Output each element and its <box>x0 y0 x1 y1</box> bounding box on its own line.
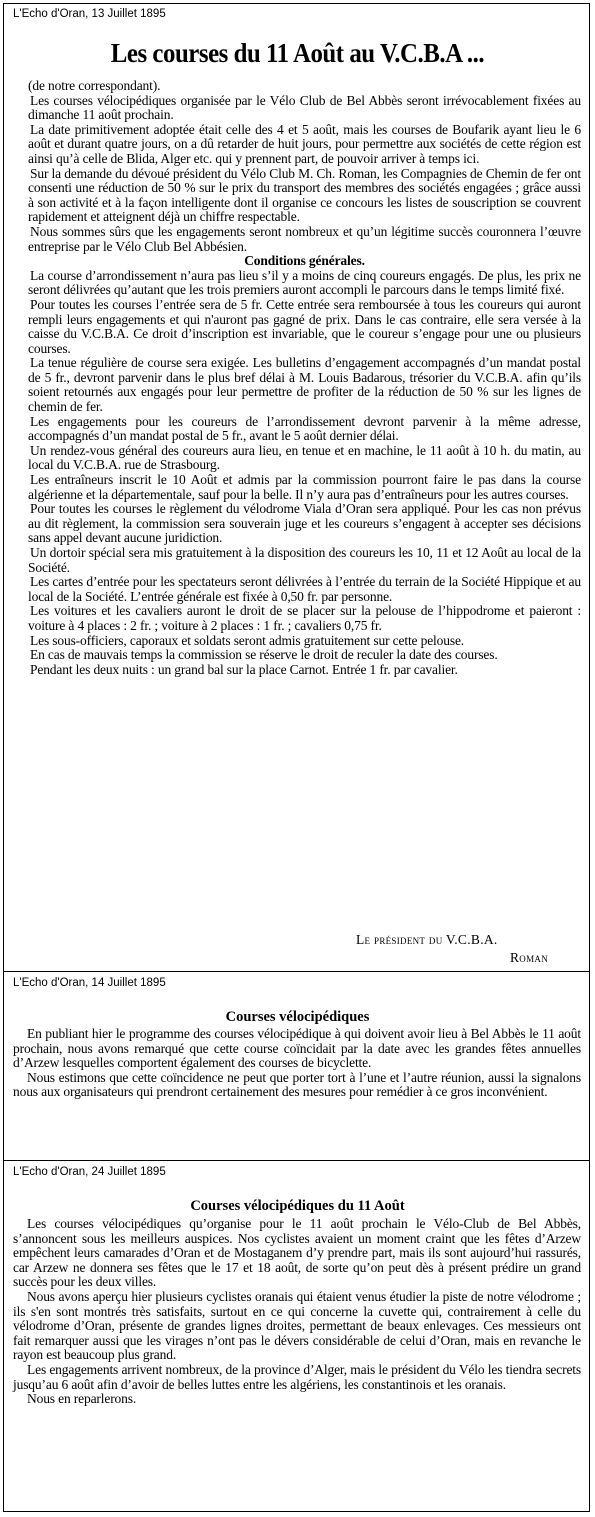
condition-paragraph: La tenue régulière de course sera exigée. Les bulletins d’engagement accompagnés d’un mandat postal de 5 fr., devront parvenir dans le plus bref délai à M. Louis Badarous, trésorier du V.C.B.A. afin qu’ils soient retournés aux engagés pour leur permettre de profiter de la réduction de 50 % sur les lignes de chemin de fer. <box>28 355 581 415</box>
article1-paragraph: Sur la demande du dévoué président du Vélo Club M. Ch. Roman, les Compagnies de Chemin de fer ont consenti une réduction de 50 % sur le prix du transport des membres des sociétés engagées ; grâce aussi à son activité et à la façon intelligente dont il organise ce concours les listes de souscription se couvrent rapidement et atteignent déjà un chiffre respectable. <box>28 165 581 225</box>
article2-paragraph: En publiant hier le programme des courses vélocipédique à qui doivent avoir lieu à Bel Abbès le 11 août prochain, nous avons remarqué que cette course coïncidait par la date avec les grandes fêtes annuelles d’Arzew lesquelles comportent également des courses de bicyclette. <box>13 1026 581 1071</box>
condition-paragraph: Un rendez-vous général des coureurs aura lieu, en tenue et en machine, le 11 août à 10 h. du matin, au local du V.C.B.A. rue de Strasbourg. <box>28 442 581 473</box>
article3-paragraph: Nous avons aperçu hier plusieurs cyclistes oranais qui étaient venus étudier la piste de notre vélodrome ; ils s'en sont montrés très satisfaits, surtout en ce qui concerne la cuvette qui, contrairement à celle du vélodrome d’Oran, présente de grandes lignes droites, permettant de beaux enlevages. Ces messieurs ont fait remarquer aussi que les virages n’ont pas le dévers considérable de celui d’Oran, mais en revanche le rayon est beaucoup plus grand. <box>13 1288 581 1363</box>
article1-body <box>28 79 581 677</box>
condition-paragraph: Un dortoir spécial sera mis gratuitement à la disposition des coureurs les 10, 11 et 12 Août au local de la Société. <box>28 545 581 575</box>
article1-paragraph: Les courses vélocipédiques organisée par le Vélo Club de Bel Abbès seront irrévocablement fixées au dimanche 11 août prochain. <box>28 92 581 123</box>
article1-paragraph: La date primitivement adoptée était celle des 4 et 5 août, mais les courses de Boufarik ayant lieu le 6 août et durant quatre jours, on a dû retarder de huit jours, pour permettre aux sociétés de cette région est ainsi qu’à celle de Blida, Alger etc. qui y prennent part, de pouvoir arriver à temps ici. <box>28 121 581 166</box>
article1-byline: (de notre correspondant). <box>28 78 161 93</box>
condition-paragraph: Les sous-officiers, caporaux et soldats seront admis gratuitement sur cette pelouse. <box>30 632 465 648</box>
condition-paragraph: Pour toutes les courses le règlement du vélodrome Viala d’Oran sera appliqué. Pour les cas non prévus au dit règlement, la commission sera souverain juge et les coureurs s’engagent à accepter ses décisions sans appel devant aucune juridiction. <box>28 501 581 546</box>
article1-title: Les courses du 11 Août au V.C.B.A ... <box>110 38 485 68</box>
condition-paragraph: Pendant les deux nuits : un grand bal sur la place Carnot. Entrée 1 fr. par cavalier. <box>30 661 458 677</box>
condition-paragraph: Les cartes d’entrée pour les spectateurs seront délivrées à l’entrée du terrain de la Société Hippique et au local de la Société. L’entrée générale est fixée à 0,50 fr. par personne. <box>28 574 581 604</box>
condition-paragraph: Les entraîneurs inscrit le 10 Août et admis par la commission pourront faire le pas dans la course algérienne et la départementale, sauf pour la belle. Il n’y aura pas d’entraîneurs pour les autres courses. <box>28 472 581 502</box>
condition-paragraph: En cas de mauvais temps la commission se réserve le droit de reculer la date des courses. <box>30 647 498 663</box>
condition-paragraph: Les voitures et les cavaliers auront le droit de se placer sur la pelouse de l’hippodrome et paieront : voiture à 4 places : 2 fr. ; voiture à 2 places : 1 fr. ; cavaliers 0,75 fr. <box>28 603 581 633</box>
conditions-heading: Conditions générales. <box>244 253 365 269</box>
article-separator <box>4 1160 589 1161</box>
article1-source: L'Echo d'Oran, 13 Juillet 1895 <box>13 8 166 20</box>
condition-paragraph: Pour toutes les courses l’entrée sera de 5 fr. Cette entrée sera remboursée à tous les coureurs qui auront rempli leurs engagements et qui n'auront pas gagné de prix. Dans le cas contraire, elle sera versée à la caisse du V.C.B.A. Ce droit d’inscription est invariable, que le coureur s’engage pour une ou plusieurs courses. <box>28 296 581 356</box>
article3-source: L'Echo d'Oran, 24 Juillet 1895 <box>13 1166 166 1178</box>
article1-paragraph: Nous sommes sûrs que les engagements seront nombreux et qu’un légitime succès couronnera l’œuvre entreprise par le Vélo Club Bel Abbésien. <box>28 223 581 254</box>
article-separator <box>4 971 589 972</box>
article3-title: Courses vélocipédiques du 11 Août <box>190 1198 405 1214</box>
article2-paragraph: Nous estimons que cette coïncidence ne peut que porter tort à l’une et l’autre réunion, aussi la signalons nous aux organisateurs qui prendront certainement des mesures pour remédier à ce gros inconvénient. <box>13 1069 581 1100</box>
article3-body <box>13 1217 581 1407</box>
signature-title: Le président du V.C.B.A. <box>356 932 498 947</box>
condition-paragraph: La course d’arrondissement n’aura pas lieu s’il y a moins de cinq coureurs engagés. De plus, les prix ne seront délivrées qu’autant que les trois premiers auront accompli le parcours dans le temps limité fixé. <box>28 267 581 298</box>
article2-title: Courses vélocipédiques <box>225 1009 370 1025</box>
article2-source: L'Echo d'Oran, 14 Juillet 1895 <box>13 977 166 989</box>
article3-paragraph: Les engagements arrivent nombreux, de la province d’Alger, mais le président du Vélo les tiendra secrets jusqu’au 6 août afin d’avoir de belles luttes entre les algériens, les constantinois et les oranais. <box>13 1361 581 1392</box>
article3-paragraph: Les courses vélocipédiques qu’organise pour le 11 août prochain le Vélo-Club de Bel Abbès, s’annoncent sous les meilleurs auspices. Nos cyclistes avaient un moment craint que les fêtes d’Arzew empêchent leurs camarades d’Oran et de Mostaganem d’y prendre part, mais ils sont aujourd’hui rassurés, car Arzew ne donnera ses fêtes que le 17 et 18 août, de sorte qu’on peut dès à présent prédire un grand succès pour les deux villes. <box>13 1216 581 1290</box>
article3-paragraph: Nous en reparlerons. <box>27 1391 137 1407</box>
article2-body <box>13 1027 581 1100</box>
signature-name: Roman <box>510 950 549 965</box>
condition-paragraph: Les engagements pour les coureurs de l’arrondissement devront parvenir à la même adresse, accompagnés d’un mandat postal de 5 fr., avant le 5 août dernier délai. <box>28 413 581 444</box>
